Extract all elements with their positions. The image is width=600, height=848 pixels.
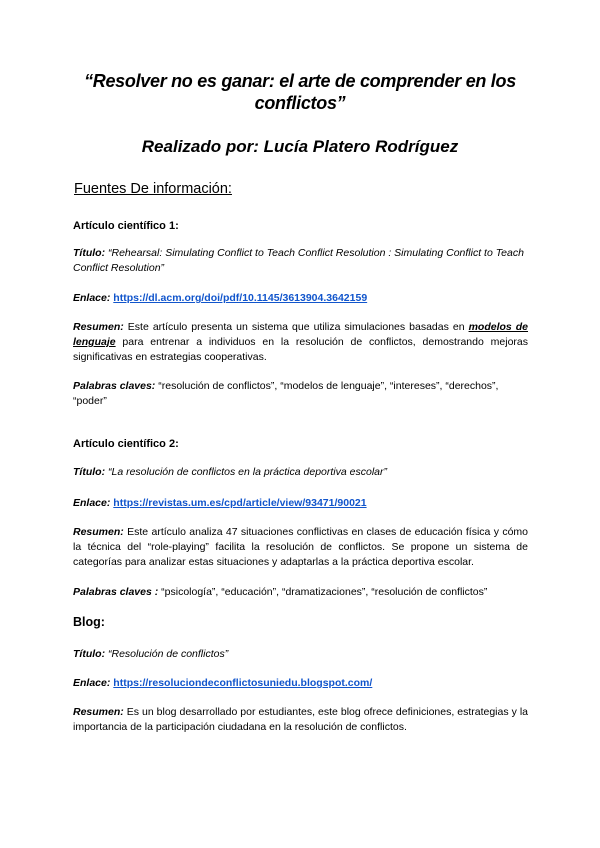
article2-summary xyxy=(73,525,528,570)
keywords-label: Palabras claves : xyxy=(73,586,159,598)
article1-keywords xyxy=(73,379,528,409)
blog-title: “Resolución de conflictos” xyxy=(108,648,229,660)
summary-label: Resumen: xyxy=(73,526,124,538)
article2-title-line xyxy=(73,465,528,480)
title-label: Título: xyxy=(73,247,106,259)
article2-title: “La resolución de conflictos en la práctica deportiva escolar” xyxy=(108,466,387,478)
article2-summary-text: Este artículo analiza 47 situaciones conflictivas en clases de educación física y cómo la técnica del “role-playing” facilita la resolución de conflictos. Se propone un sistema de categorías para analizar estas situaciones y adaptarlas a la práctica deportiva escolar. xyxy=(73,526,528,568)
article1-summary xyxy=(73,320,528,365)
link-label: Enlace: xyxy=(73,292,111,304)
article1-summary-text-end: para entrenar a individuos en la resolución de conflictos, demostrando mejoras significativas en estrategias cooperativas. xyxy=(73,336,528,363)
article1-link-line xyxy=(73,291,528,306)
article2-link[interactable]: https://revistas.um.es/cpd/article/view/93471/90021 xyxy=(113,497,367,509)
blog-link-line xyxy=(73,676,528,691)
article2-heading: Artículo científico 2: xyxy=(73,438,179,450)
keywords-label: Palabras claves: xyxy=(73,380,156,392)
article1-title-line xyxy=(73,246,528,276)
article2-link-line xyxy=(73,496,528,511)
blog-heading: Blog: xyxy=(73,615,105,629)
article1-summary-text: Este artículo presenta un sistema que utiliza simulaciones basadas en xyxy=(127,321,469,333)
article1-title: “Rehearsal: Simulating Conflict to Teach Conflict Resolution : Simulating Conflict to Teach Conflict Resolution” xyxy=(73,247,524,274)
article1-heading: Artículo científico 1: xyxy=(73,220,179,232)
blog-summary-text: Es un blog desarrollado por estudiantes, este blog ofrece definiciones, estrategias y la importancia de la participación ciudadana en la resolución de conflictos. xyxy=(73,706,528,733)
article1-keywords-text: “resolución de conflictos”, “modelos de lenguaje”, “intereses”, “derechos”, “poder” xyxy=(73,380,499,407)
blog-title-line xyxy=(73,647,528,662)
article1-link[interactable]: https://dl.acm.org/doi/pdf/10.1145/3613904.3642159 xyxy=(113,292,368,304)
article1-summary-keyword: modelos de lenguaje xyxy=(73,321,529,348)
article2-keywords-text: “psicología”, “educación”, “dramatizaciones”, “resolución de conflictos” xyxy=(161,586,488,598)
article2-keywords xyxy=(73,585,528,600)
document-title: “Resolver no es ganar: el arte de comprender en los conflictos” xyxy=(84,71,516,113)
blog-summary xyxy=(73,705,528,735)
link-label: Enlace: xyxy=(73,677,111,689)
summary-label: Resumen: xyxy=(73,321,124,333)
blog-link[interactable]: https://resoluciondeconflictosuniedu.blogspot.com/ xyxy=(113,677,373,689)
title-label: Título: xyxy=(73,466,106,478)
summary-label: Resumen: xyxy=(73,706,124,718)
title-label: Título: xyxy=(73,648,106,660)
sources-heading: Fuentes De información: xyxy=(74,181,232,197)
document-author: Realizado por: Lucía Platero Rodríguez xyxy=(141,137,459,156)
link-label: Enlace: xyxy=(73,497,111,509)
